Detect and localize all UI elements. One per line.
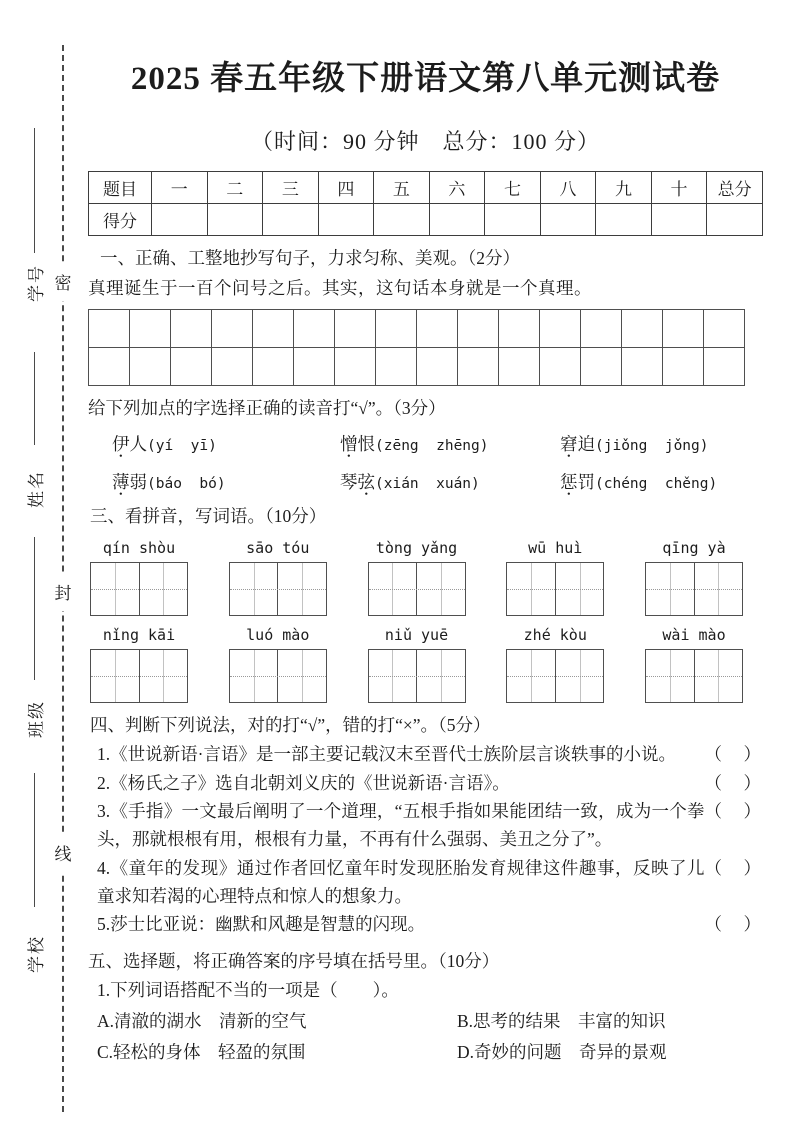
copy-grid-cell[interactable]	[376, 309, 417, 347]
judge-number: 2.	[97, 772, 111, 793]
tianzige-box	[368, 649, 466, 703]
character: 迫	[577, 433, 595, 454]
pinyin-options: (chéng chěng)	[595, 475, 718, 492]
tianzige-box	[645, 562, 743, 616]
copy-grid-cell[interactable]	[458, 309, 499, 347]
test-paper	[88, 0, 763, 1065]
pinyin-label: sāo tóu	[246, 539, 310, 557]
tianzige-cell[interactable]	[278, 650, 326, 702]
score-input-cell[interactable]	[485, 204, 541, 236]
pinyin-label: luó mào	[246, 626, 310, 644]
pinyin-options: (xián xuán)	[375, 475, 480, 492]
student-name-label: 姓名	[26, 470, 46, 508]
tianzige-cell[interactable]	[140, 563, 188, 615]
copy-writing-grid	[88, 309, 745, 386]
score-input-cell[interactable]	[651, 204, 707, 236]
score-table-score-row	[89, 204, 763, 236]
judge-text: 《杨氏之子》选自北朝刘义庆的《世说新语·言语》。	[110, 772, 510, 793]
word-box-rows	[88, 539, 763, 703]
character: 罚	[577, 471, 595, 492]
pinyin-choice-item	[560, 469, 763, 494]
dotted-word	[112, 472, 147, 492]
copy-grid-cell[interactable]	[417, 309, 458, 347]
class-label: 班级	[26, 700, 46, 738]
seal-char-xian: 线	[52, 833, 74, 872]
score-table	[88, 171, 763, 236]
question-1: 1.下列词语搭配不当的一项是（ ）。	[97, 979, 399, 1000]
score-input-cell[interactable]	[707, 204, 763, 236]
copy-sentence: 真理诞生于一百个问号之后。其实，这句话本身就是一个真理。	[88, 278, 592, 299]
copy-grid-cell[interactable]	[89, 347, 130, 385]
word-box-group	[229, 626, 327, 703]
pinyin-choice-item	[340, 469, 560, 494]
copy-grid-cell[interactable]	[171, 309, 212, 347]
copy-grid-cell[interactable]	[417, 347, 458, 385]
class-blank-line[interactable]	[34, 537, 35, 680]
copy-grid-cell[interactable]	[335, 309, 376, 347]
score-input-cell[interactable]	[374, 204, 430, 236]
copy-grid-cell[interactable]	[499, 347, 540, 385]
section-3-heading: 三、看拼音，写词语。（10分）	[90, 505, 327, 526]
judge-text: 《世说新语·言语》是一部主要记载汉末至晋代士族阶层言谈轶事的小说。	[110, 744, 676, 765]
score-input-cell[interactable]	[152, 204, 208, 236]
copy-grid-cell[interactable]	[171, 347, 212, 385]
tianzige-cell[interactable]	[417, 650, 465, 702]
pinyin-label: qīng yà	[662, 539, 726, 557]
answer-bracket[interactable]: （ ）	[704, 800, 763, 821]
copy-grid-cell[interactable]	[581, 347, 622, 385]
copy-grid-cell[interactable]	[704, 347, 745, 385]
score-header-cell: 二	[207, 172, 263, 204]
answer-bracket[interactable]: （ ）	[704, 914, 763, 935]
school-blank-line[interactable]	[34, 773, 35, 907]
dotted-word	[560, 434, 595, 454]
pinyin-options: (yí yī)	[147, 437, 217, 454]
score-input-cell[interactable]	[318, 204, 374, 236]
character: 琴	[340, 471, 358, 492]
pinyin-choice-item	[560, 431, 763, 456]
pinyin-label: nǐng kāi	[102, 626, 176, 644]
tianzige-box	[229, 562, 327, 616]
judge-item	[88, 797, 763, 854]
word-box-group	[506, 626, 604, 703]
copy-grid-cell[interactable]	[540, 309, 581, 347]
tianzige-cell[interactable]	[695, 650, 743, 702]
score-input-cell[interactable]	[429, 204, 485, 236]
judge-item	[88, 769, 763, 797]
tianzige-box	[90, 562, 188, 616]
tianzige-cell[interactable]	[507, 650, 556, 702]
copy-grid-cell[interactable]	[130, 309, 171, 347]
student-id-blank-line[interactable]	[34, 128, 35, 253]
tianzige-box	[645, 649, 743, 703]
tianzige-cell[interactable]	[230, 563, 279, 615]
score-header-cell: 九	[596, 172, 652, 204]
pinyin-options: (báo bó)	[147, 475, 226, 492]
score-header-cell: 五	[374, 172, 430, 204]
copy-grid-cell[interactable]	[212, 309, 253, 347]
question-1-options	[88, 1008, 763, 1065]
word-box-row	[88, 539, 745, 616]
copy-grid-cell[interactable]	[540, 347, 581, 385]
judge-text: 《手指》一文最后阐明了一个道理，“五根手指如果能团结一致，成为一个拳头，那就根根有用，根根有力量，不再有什么强弱、美丑之分了”。	[97, 800, 705, 850]
copy-grid-cell[interactable]	[89, 309, 130, 347]
tianzige-box	[229, 649, 327, 703]
score-input-cell[interactable]	[263, 204, 319, 236]
page-subtitle: （时间：90 分钟 总分：100 分）	[250, 129, 600, 154]
seal-char-mi: 密	[52, 262, 74, 301]
pinyin-options: (jiǒng jǒng)	[595, 437, 709, 454]
copy-grid-cell[interactable]	[376, 347, 417, 385]
score-input-cell[interactable]	[596, 204, 652, 236]
word-box-group	[368, 626, 466, 703]
score-header-cell: 四	[318, 172, 374, 204]
word-box-group	[368, 539, 466, 616]
judge-list	[88, 740, 763, 938]
copy-grid-cell[interactable]	[499, 309, 540, 347]
pinyin-choice-item	[340, 431, 560, 456]
answer-bracket[interactable]: （ ）	[704, 744, 763, 765]
copy-grid-body	[89, 309, 745, 385]
dotted-character: 窘	[560, 433, 578, 454]
student-name-blank-line[interactable]	[34, 352, 35, 445]
copy-grid-cell[interactable]	[704, 309, 745, 347]
word-box-group	[229, 539, 327, 616]
dotted-character: 惩	[560, 471, 578, 492]
judge-number: 3.	[97, 800, 111, 821]
tianzige-cell[interactable]	[369, 650, 418, 702]
character: 人	[129, 433, 147, 454]
score-header-cell: 一	[152, 172, 208, 204]
score-header-cell: 七	[485, 172, 541, 204]
option-d: D.奇妙的问题 奇异的景观	[457, 1041, 667, 1062]
word-box-group	[506, 539, 604, 616]
copy-grid-cell[interactable]	[253, 309, 294, 347]
copy-grid-cell[interactable]	[622, 347, 663, 385]
copy-grid-cell[interactable]	[581, 309, 622, 347]
score-row-label: 得分	[89, 204, 152, 236]
copy-grid-cell[interactable]	[294, 347, 335, 385]
character: 弱	[129, 471, 147, 492]
dotted-word	[112, 434, 147, 454]
score-input-cell[interactable]	[540, 204, 596, 236]
word-box-group	[90, 626, 188, 703]
dotted-character: 弦	[357, 471, 375, 492]
tianzige-cell[interactable]	[695, 563, 743, 615]
score-header-cell: 三	[263, 172, 319, 204]
option-c: C.轻松的身体 轻盈的氛围	[97, 1041, 306, 1062]
copy-grid-cell[interactable]	[253, 347, 294, 385]
score-header-cell: 十	[651, 172, 707, 204]
dotted-character: 薄	[112, 471, 130, 492]
character: 恨	[357, 433, 375, 454]
pinyin-label: tòng yǎng	[375, 539, 458, 557]
tianzige-cell[interactable]	[369, 563, 418, 615]
dotted-character: 憎	[340, 433, 358, 454]
copy-grid-cell[interactable]	[294, 309, 335, 347]
student-id-label: 学号	[26, 264, 46, 302]
copy-grid-cell[interactable]	[458, 347, 499, 385]
dotted-character: 伊	[112, 433, 130, 454]
pinyin-choice-grid	[88, 431, 763, 494]
copy-grid-row	[89, 347, 745, 385]
score-header-cell: 八	[540, 172, 596, 204]
pinyin-label: niǔ yuē	[384, 626, 449, 644]
pinyin-label: wài mào	[662, 626, 726, 644]
school-label: 学校	[26, 935, 46, 973]
score-input-cell[interactable]	[207, 204, 263, 236]
judge-number: 5.	[97, 914, 111, 935]
option-a: A.清澈的湖水 清新的空气	[97, 1011, 307, 1032]
tianzige-cell[interactable]	[91, 563, 140, 615]
word-box-group	[645, 626, 743, 703]
section-2-heading: 给下列加点的字选择正确的读音打“√”。（3分）	[88, 397, 446, 418]
pinyin-label: qín shòu	[102, 539, 176, 557]
page-title: 2025 春五年级下册语文第八单元测试卷	[130, 61, 721, 97]
tianzige-box	[368, 562, 466, 616]
copy-grid-cell[interactable]	[212, 347, 253, 385]
pinyin-choice-item	[112, 469, 340, 494]
tianzige-cell[interactable]	[278, 563, 326, 615]
score-header-cell: 总分	[707, 172, 763, 204]
tianzige-cell[interactable]	[230, 650, 279, 702]
tianzige-cell[interactable]	[507, 563, 556, 615]
dotted-word	[340, 434, 375, 454]
answer-bracket[interactable]: （ ）	[704, 857, 763, 878]
tianzige-cell[interactable]	[556, 650, 604, 702]
copy-grid-cell[interactable]	[130, 347, 171, 385]
judge-item	[88, 854, 763, 911]
section-1-heading: 一、正确、工整地抄写句子，力求匀称、美观。（2分）	[100, 248, 520, 268]
pinyin-choice-item	[112, 431, 340, 456]
word-box-group	[645, 539, 743, 616]
copy-grid-cell[interactable]	[335, 347, 376, 385]
tianzige-box	[90, 649, 188, 703]
tianzige-cell[interactable]	[646, 563, 695, 615]
tianzige-cell[interactable]	[556, 563, 604, 615]
judge-text: 莎士比亚说：幽默和风趣是智慧的闪现。	[110, 914, 426, 935]
seal-char-feng: 封	[52, 572, 74, 611]
tianzige-cell[interactable]	[417, 563, 465, 615]
judge-number: 4.	[97, 857, 111, 878]
judge-item	[88, 910, 763, 938]
copy-grid-cell[interactable]	[663, 347, 704, 385]
tianzige-cell[interactable]	[140, 650, 188, 702]
judge-text: 《童年的发现》通过作者回忆童年时发现胚胎发育规律这件趣事，反映了儿童求知若渴的心理特点和惊人的想象力。	[97, 857, 705, 906]
option-b: B.思考的结果 丰富的知识	[457, 1011, 666, 1032]
tianzige-box	[506, 649, 604, 703]
score-header-label: 题目	[89, 172, 152, 204]
copy-grid-cell[interactable]	[663, 309, 704, 347]
section-5-heading: 五、选择题，将正确答案的序号填在括号里。（10分）	[88, 950, 500, 971]
word-box-row	[88, 626, 745, 703]
copy-grid-row	[89, 309, 745, 347]
dotted-word	[340, 472, 375, 492]
answer-bracket[interactable]: （ ）	[704, 772, 763, 793]
pinyin-label: zhé kòu	[523, 626, 587, 644]
score-header-cell: 六	[429, 172, 485, 204]
tianzige-box	[506, 562, 604, 616]
section-4-heading: 四、判断下列说法，对的打“√”，错的打“×”。（5分）	[90, 715, 491, 735]
judge-item	[88, 740, 763, 768]
judge-number: 1.	[97, 744, 111, 765]
tianzige-cell[interactable]	[646, 650, 695, 702]
score-table-header-row	[89, 172, 763, 204]
dotted-word	[560, 472, 595, 492]
pinyin-label: wū huì	[528, 539, 583, 557]
tianzige-cell[interactable]	[91, 650, 140, 702]
pinyin-options: (zēng zhēng)	[375, 437, 489, 454]
copy-grid-cell[interactable]	[622, 309, 663, 347]
word-box-group	[90, 539, 188, 616]
